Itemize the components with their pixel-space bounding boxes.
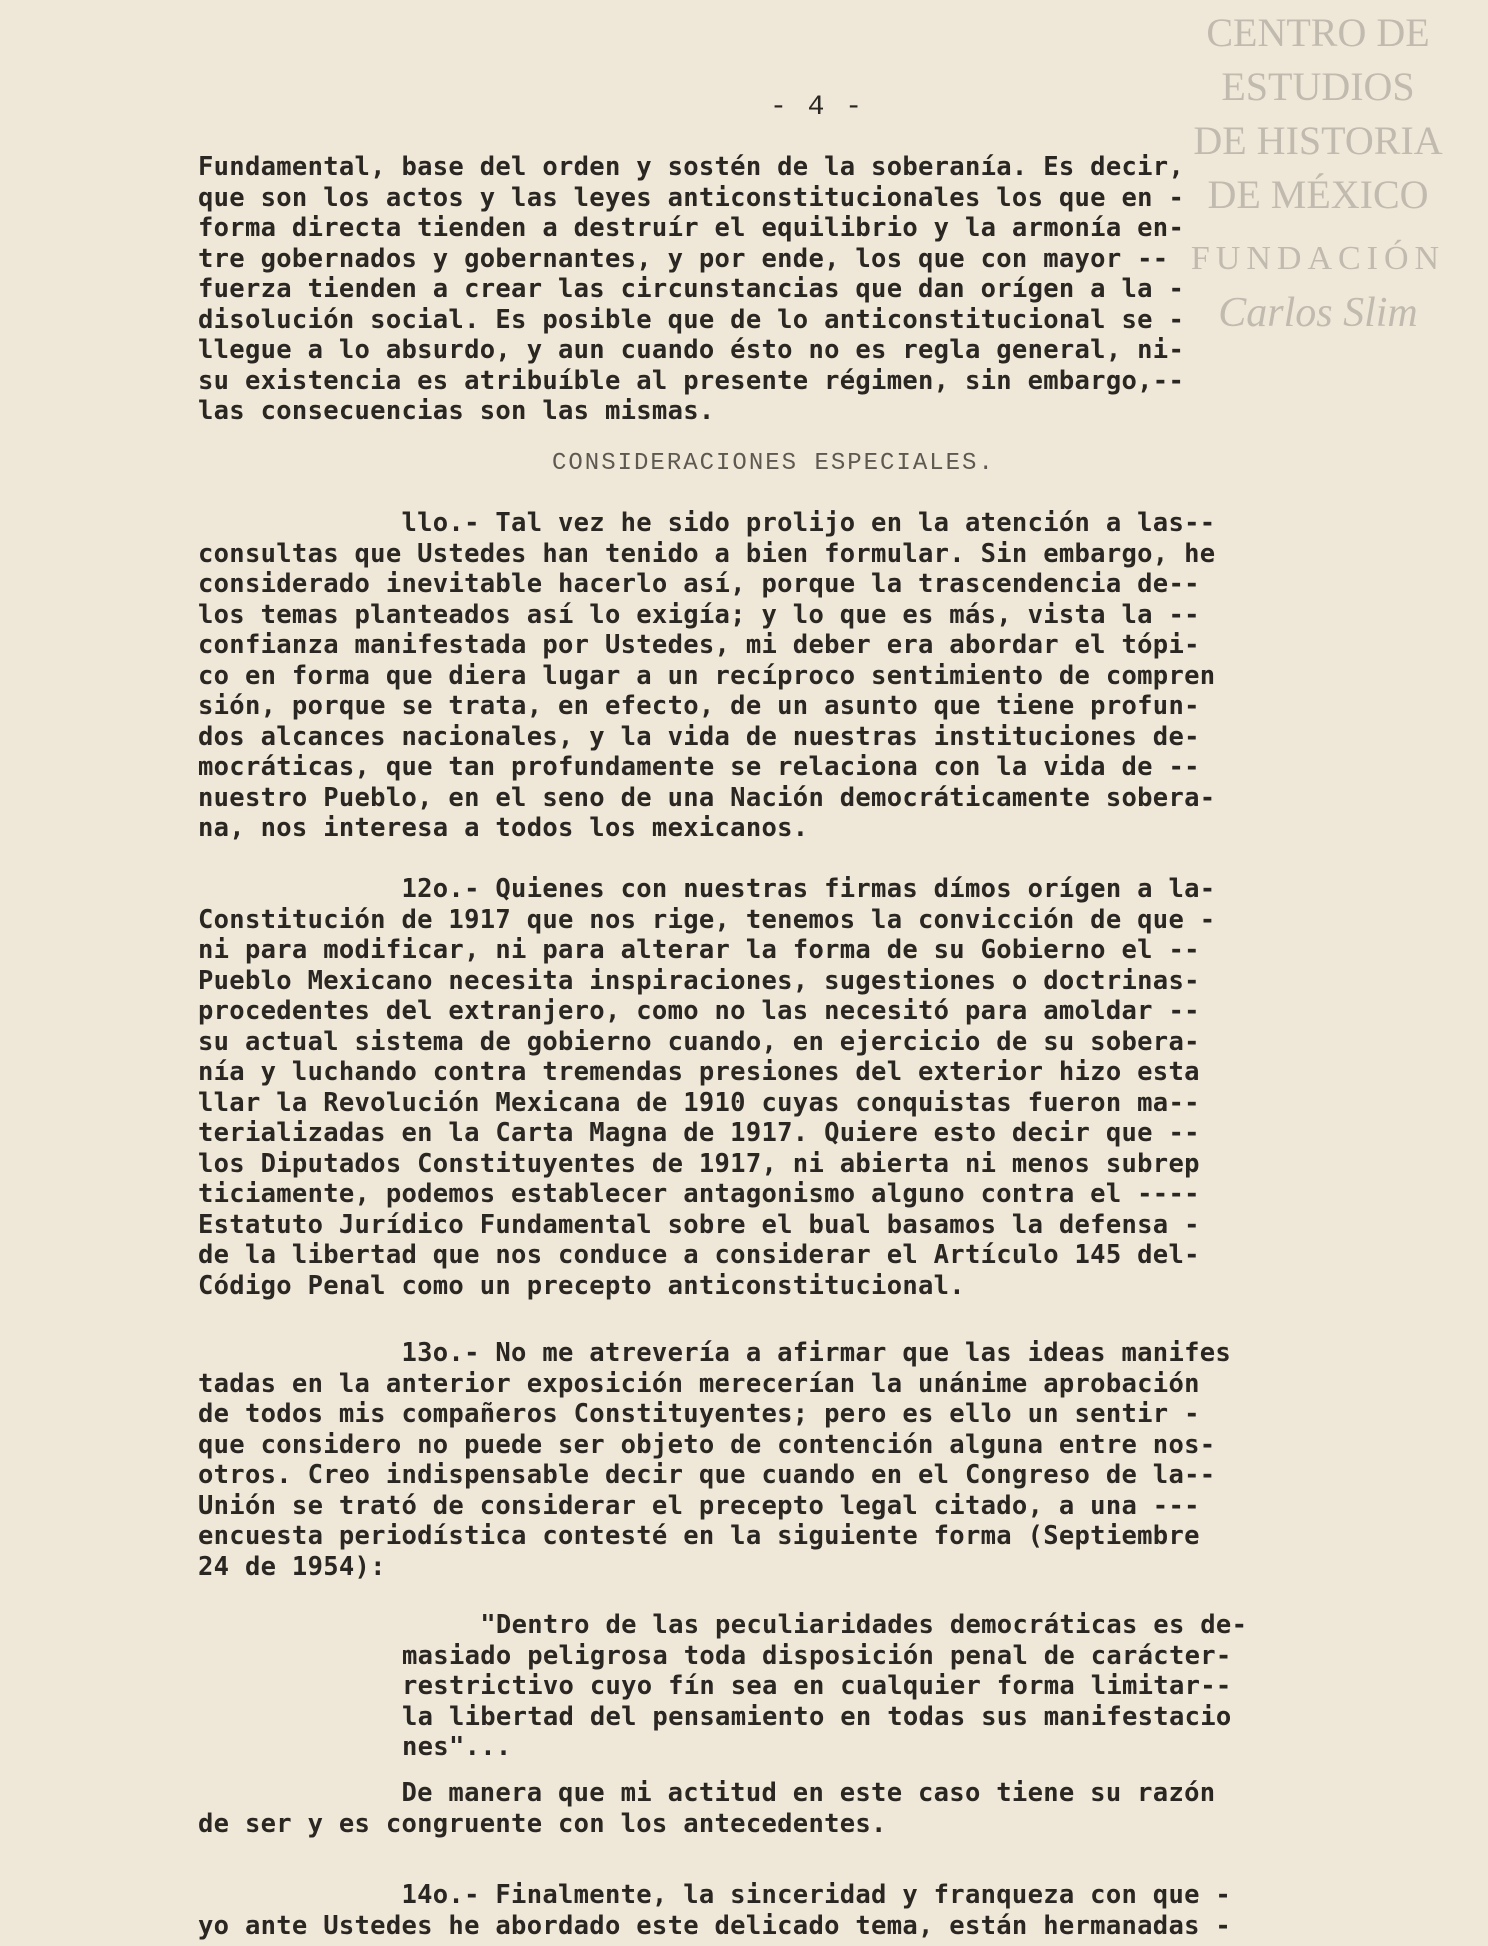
page-number: - 4 - (770, 92, 865, 123)
paragraph-14: 14o.- Finalmente, la sinceridad y franqueza con que - yo ante Ustedes he abordado este delicado tema, están hermanadas - (198, 1880, 1232, 1941)
paragraph-intro: Fundamental, base del orden y sostén de la soberanía. Es decir, que son los actos y las leyes anticonstitucionales los que en - forma directa tienden a destruír el equilibrio y la armonía en- tre gobernados y gobernantes, y por ende, los que con mayor -- fuerza tienden a crear las circunstancias que dan orígen a la - disolución social. Es posible que de lo anticonstitucional se - llegue a lo absurdo, y aun cuando ésto no es regla general, ni- su existencia es atribuíble al presente régimen, sin embargo,-- las consecuencias son las mismas. (198, 152, 1185, 426)
section-heading: CONSIDERACIONES ESPECIALES. (552, 450, 995, 477)
watermark-signature: Carlos Slim (1218, 290, 1418, 336)
paragraph-13: 13o.- No me atrevería a afirmar que las ideas manifes tadas en la anterior exposición merecerían la unánime aprobación de todos mis compañeros Constituyentes; pero es ello un sentir - que considero no puede ser objeto de contención alguna entre nos- otros. Creo indispensable decir que cuando en el Congreso de la-- Unión se trató de considerar el precepto legal citado, a una --- encuesta periodística contesté en la siguiente forma (Septiembre 24 de 1954): (198, 1338, 1232, 1582)
watermark-line: DE HISTORIA (1193, 118, 1443, 163)
watermark-line: CENTRO DE (1206, 10, 1430, 55)
paragraph-11: llo.- Tal vez he sido prolijo en la atención a las-- consultas que Ustedes han tenido a bien formular. Sin embargo, he considerado inevitable hacerlo así, porque la trascendencia de-- los temas planteados así lo exigía; y lo que es más, vista la -- confianza manifestada por Ustedes, mi deber era abordar el tópi- co en forma que diera lugar a un recíproco sentimiento de compren sión, porque se trata, en efecto, de un asunto que tiene profun- dos alcances nacionales, y la vida de nuestras instituciones de- mocráticas, que tan profundamente se relaciona con la vida de -- nuestro Pueblo, en el seno de una Nación democráticamente sobera- na, nos interesa a todos los mexicanos. (198, 508, 1216, 843)
watermark-line: DE MÉXICO (1207, 172, 1429, 217)
watermark-line: ESTUDIOS (1221, 64, 1415, 109)
quotation-block: "Dentro de las peculiaridades democráticas es de- masiado peligrosa toda disposición penal de carácter- restrictivo cuyo fín sea en cualquier forma limitar-- la libertad del pensamiento en todas sus manifestacio nes"... (402, 1610, 1248, 1762)
paragraph-conclusion: De manera que mi actitud en este caso tiene su razón de ser y es congruente con los antecedentes. (198, 1778, 1216, 1839)
paragraph-12: 12o.- Quienes con nuestras firmas dímos orígen a la- Constitución de 1917 que nos rige, tenemos la convicción de que - ni para modificar, ni para alterar la forma de su Gobierno el -- Pueblo Mexicano necesita inspiraciones, sugestiones o doctrinas- procedentes del extranjero, como no las necesitó para amoldar -- su actual sistema de gobierno cuando, en ejercicio de su sobera- nía y luchando contra tremendas presiones del exterior hizo esta llar la Revolución Mexicana de 1910 cuyas conquistas fueron ma-- terializadas en la Carta Magna de 1917. Quiere esto decir que -- los Diputados Constituyentes de 1917, ni abierta ni menos subrep ticiamente, podemos establecer antagonismo alguno contra el ---- Estatuto Jurídico Fundamental sobre el bual basamos la defensa - de la libertad que nos conduce a considerar el Artículo 145 del- Código Penal como un precepto anticonstitucional. (198, 874, 1216, 1301)
watermark-line: FUNDACIÓN (1190, 240, 1446, 277)
